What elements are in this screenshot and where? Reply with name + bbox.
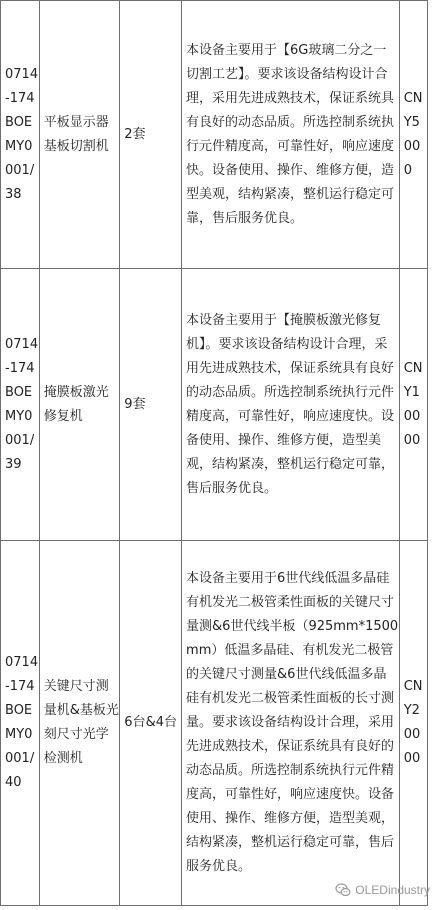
item-description: 本设备主要用于【掩膜板激光修复机】。要求该设备结构设计合理，采用先进成熟技术，保证系统具有良好的动态品质。所选控制系统执行元件精度高，可靠性好，响应速度快。设备使用、操作、维修方便，造型美观，结构紧凑，整机运行稳定可靠，售后服务优良。 [186,312,395,496]
table-row [1,541,428,906]
item-number: 0714-174BOEMY0001/40 [5,655,39,790]
item-number: 0714-174BOEMY0001/39 [5,336,39,472]
item-name: 平板显示器基板切割机 [43,114,109,154]
item-price: CNY5000 [403,90,423,178]
item-description-cell [182,1,400,269]
item-name-cell [39,269,120,541]
item-number-cell [1,269,40,541]
item-quantity: 2套 [124,126,146,142]
item-price-cell [399,541,427,906]
item-quantity-cell [120,269,182,541]
item-description-cell [182,269,400,541]
item-quantity-cell [120,1,182,269]
item-description: 本设备主要用于【6G玻璃二分之一切割工艺】。要求该设备结构设计合理，采用先进成熟技术，保证系统具有良好的动态品质。所选控制系统执行元件精度高，可靠性好，响应速度快。设备使用、操作、维修方便，造型美观，结构紧凑，整机运行稳定可靠，售后服务优良。 [186,42,395,226]
item-name-cell [39,541,120,906]
item-name: 关键尺寸测量机&基板光刻尺寸光学检测机 [43,679,119,766]
item-number: 0714-174BOEMY0001/38 [5,66,39,202]
item-description: 本设备主要用于6世代线低温多晶硅有机发光二极管柔性面板的关键尺寸量测&6世代线半板（925mm*1500mm）低温多晶硅、有机发光二极管的关键尺寸测量&6世代线低温多晶硅有机发光二极管柔性面板的长寸测量。要求该设备结构设计合理，采用先进成熟技术，保证系统具有良好的动态品质。所选控制系统执行元件精度高，可靠性好，响应速度快。设备使用、操作、维修方便，造型美观，结构紧凑，整机运行稳定可靠，售后服务优良。 [186,571,399,874]
item-name-cell [39,1,120,269]
item-number-cell [1,541,40,906]
item-description-cell [182,541,400,906]
item-price: CNY20000 [403,679,423,766]
table-row [1,269,428,541]
item-quantity: 9套 [124,396,146,412]
wechat-icon [335,882,351,898]
item-price-cell [399,1,427,269]
watermark-text: OLEDindustry [355,883,430,897]
table-row [1,1,428,269]
item-number-cell [1,1,40,269]
item-price-cell [399,269,427,541]
item-quantity: 6台&4台 [124,715,177,730]
item-price: CNY10000 [403,360,423,448]
watermark [335,882,430,898]
item-name: 掩膜板激光修复机 [43,384,109,424]
item-quantity-cell [120,541,182,906]
